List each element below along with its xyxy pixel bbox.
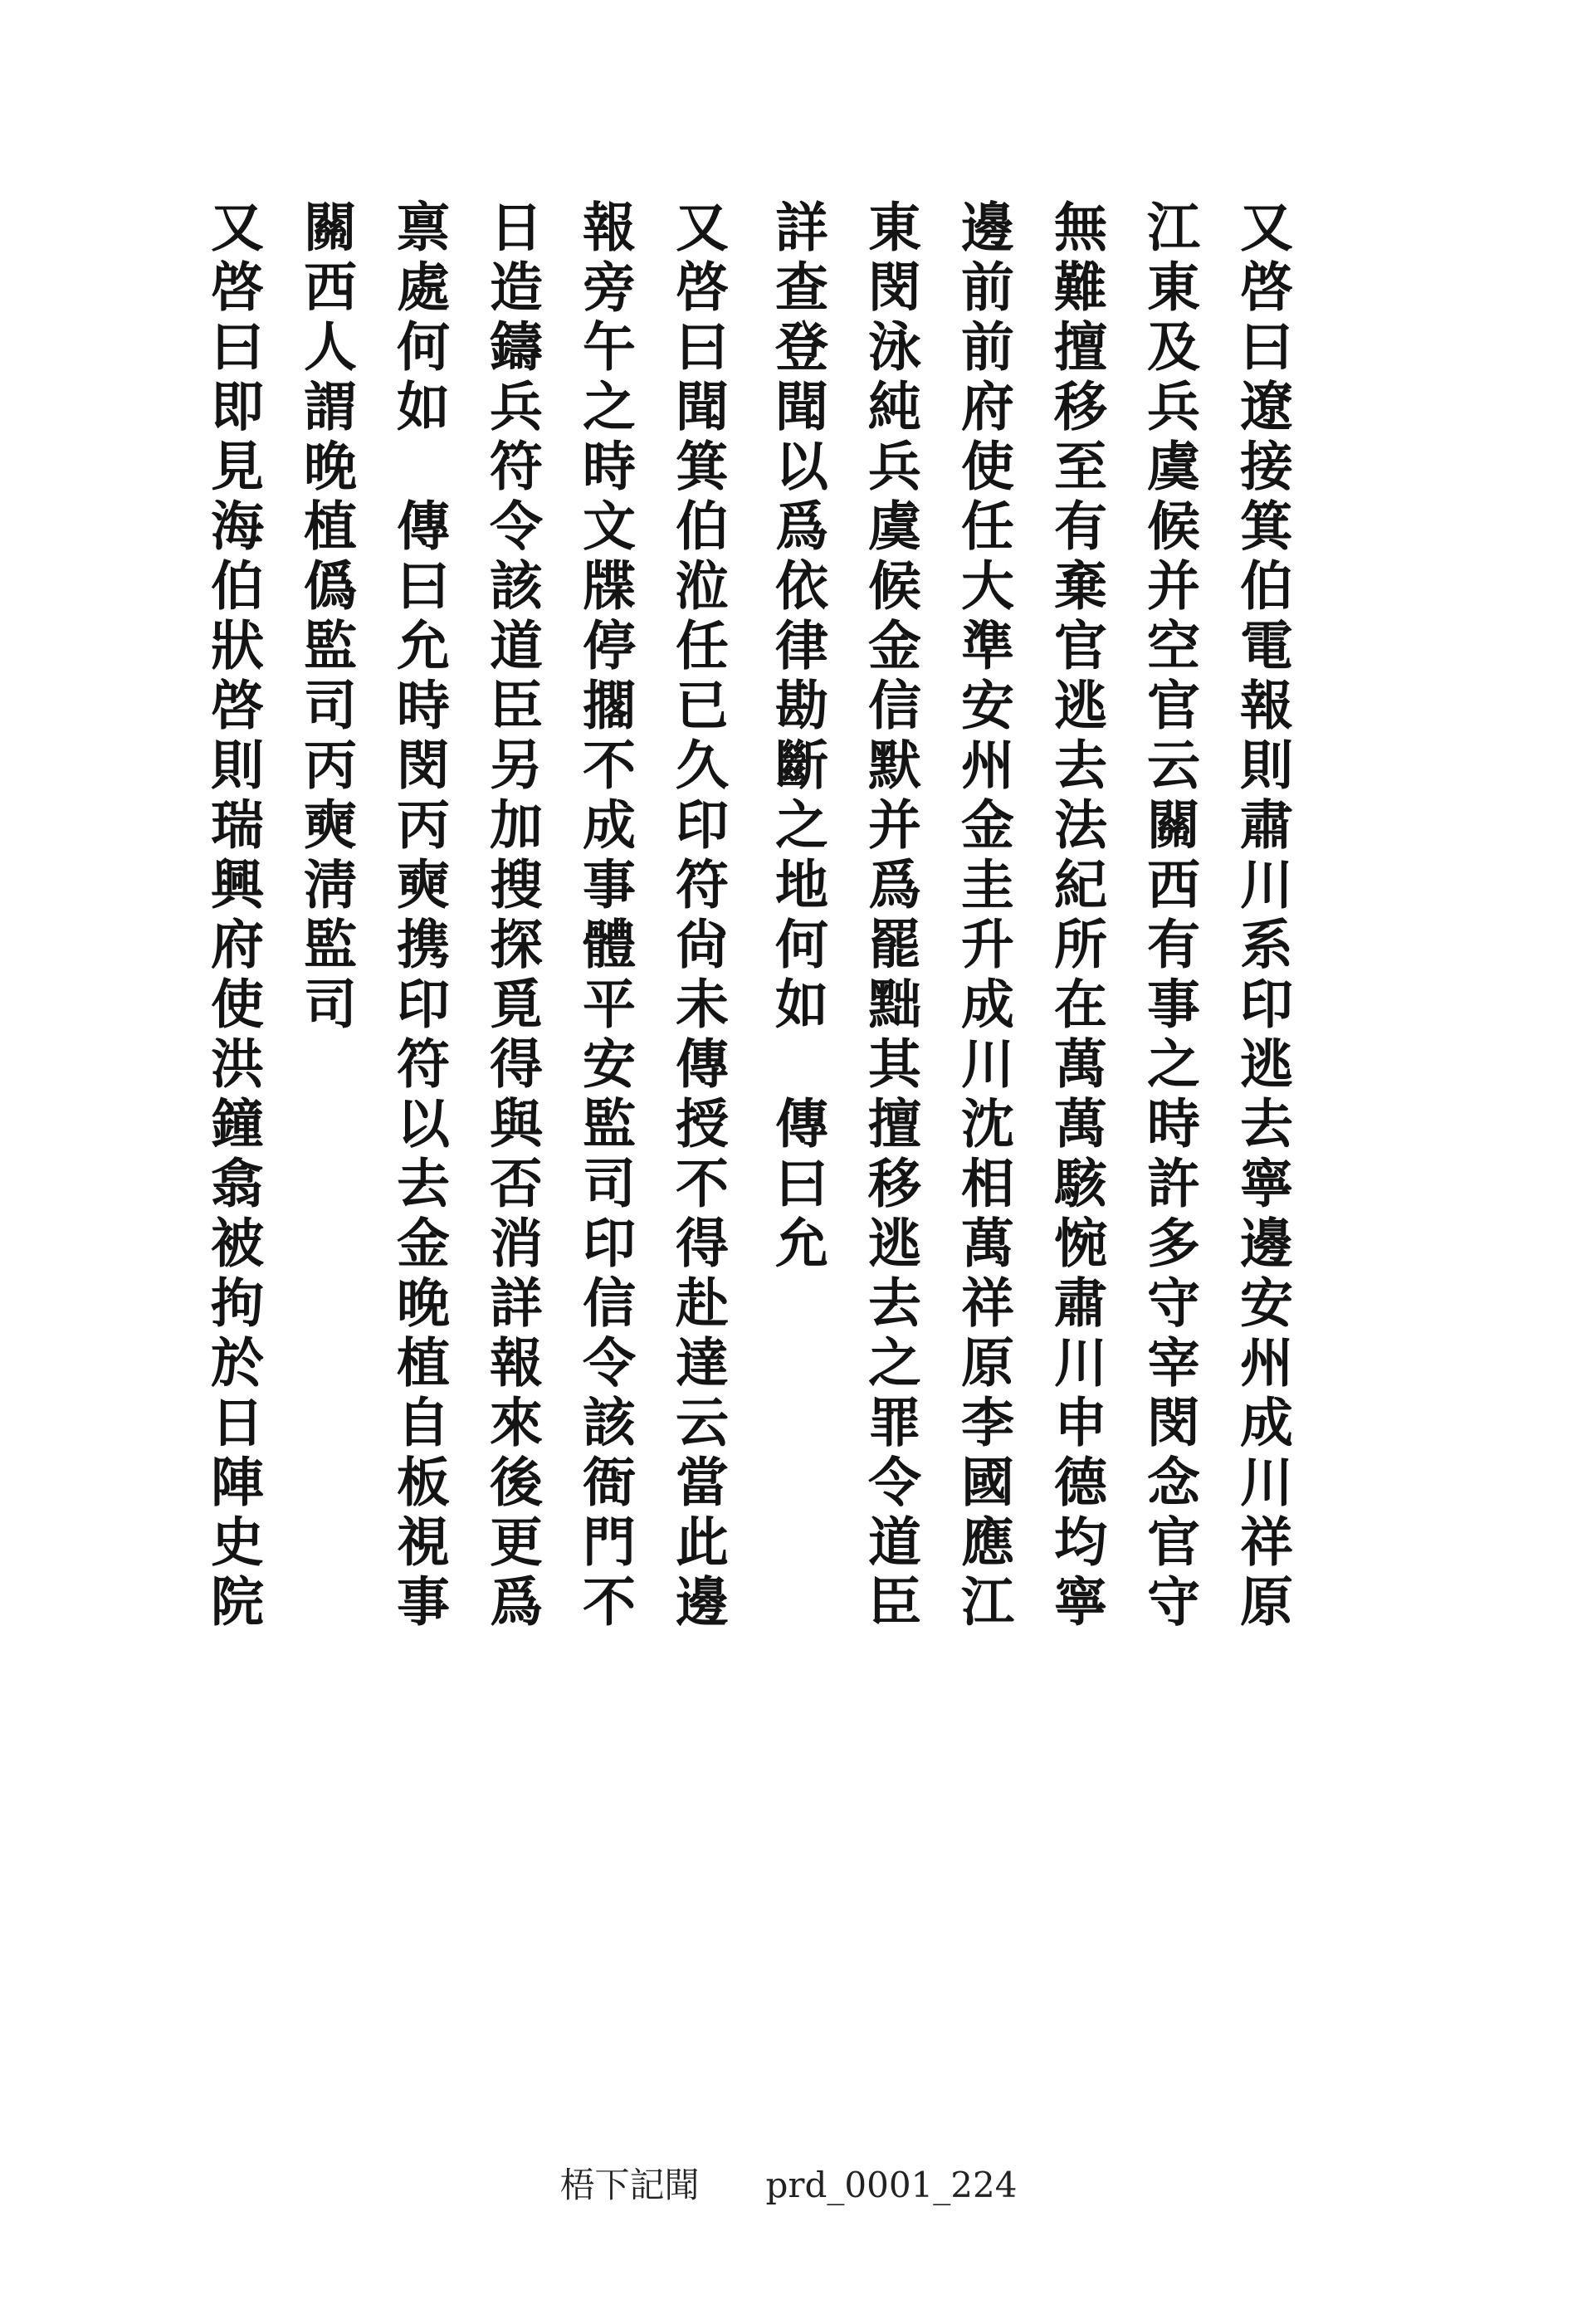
text-column-2: 江東及兵虞候并空官云關西有事之時許多守宰閔念官守: [1138, 199, 1200, 1633]
manuscript-page: [166, 199, 1295, 1843]
text-column-12: 又啓曰即見海伯狀啓則瑞興府使洪鐘翕被拘於日陣史院: [202, 199, 264, 1633]
page-footer: [0, 2158, 1577, 2208]
text-column-11: 關西人謂晚植僞監司丙奭淸監司: [295, 199, 357, 1036]
text-column-10: 禀處何如 傳曰允時閔丙奭携印符以去金晚植自板視事: [388, 199, 450, 1633]
text-column-9: 日造鑄兵符令該道臣另加搜探覓得與否消詳報來後更爲: [481, 199, 543, 1633]
text-column-5: 東閔泳純兵虞候金信默并爲罷黜其擅移逃去之罪令道臣: [859, 199, 921, 1633]
text-column-6: 詳查登聞以爲依律勘斷之地何如 傳曰允: [766, 199, 828, 1275]
text-column-7: 又啓曰聞箕伯涖任已久印符尙未傳授不得赴達云當此邊: [666, 199, 729, 1633]
page-id: prd_0001_224: [765, 2165, 1018, 2205]
text-column-3: 無難擅移至有棄官逃去法紀所在萬萬駭惋肅川申德均寧: [1045, 199, 1107, 1633]
text-column-8: 報旁午之時文牒停擱不成事體平安監司印信令該衙門不: [574, 199, 636, 1633]
book-title: 梧下記聞: [559, 2165, 700, 2205]
text-column-4: 邊前前府使任大準安州金圭升成川沈相萬祥原李國應江: [952, 199, 1014, 1633]
text-column-1: 又啓曰遼接箕伯電報則肅川系印逃去寧邊安州成川祥原: [1231, 199, 1293, 1633]
